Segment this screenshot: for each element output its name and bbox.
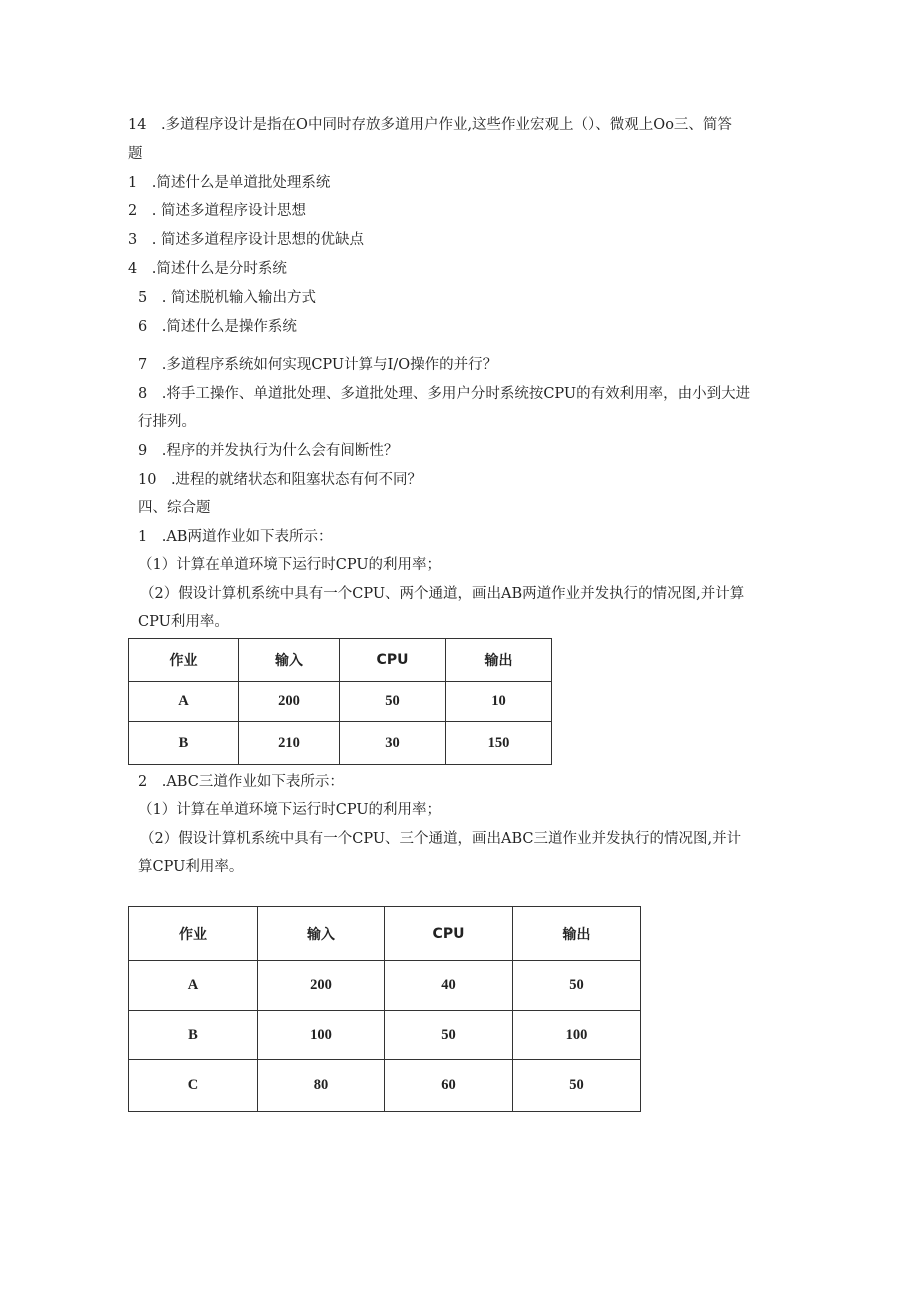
table-row (129, 682, 552, 722)
short-answer-6: 6 .简述什么是操作系统 (138, 319, 297, 335)
header-input: 输入 (239, 639, 340, 682)
cell-input: 210 (239, 722, 340, 765)
header-job: 作业 (129, 907, 258, 961)
header-cpu: CPU (340, 639, 446, 682)
short-answer-7: 7 .多道程序系统如何实现CPU计算与I/O操作的并行？ (138, 357, 498, 373)
table-row (129, 1060, 641, 1112)
table-row (129, 961, 641, 1011)
question-14-continued: 题 (128, 146, 143, 162)
short-answer-5: 5 . 简述脱机输入输出方式 (138, 290, 316, 306)
cell-job: A (129, 682, 239, 722)
header-cpu: CPU (385, 907, 513, 961)
cell-input: 200 (239, 682, 340, 722)
cell-input: 100 (258, 1011, 385, 1060)
table-row (129, 722, 552, 765)
cell-cpu: 30 (340, 722, 446, 765)
short-answer-1: 1 .简述什么是单道批处理系统 (128, 175, 331, 191)
header-input: 输入 (258, 907, 385, 961)
short-answer-9: 9 .程序的并发执行为什么会有间断性？ (138, 443, 399, 459)
header-output: 输出 (446, 639, 552, 682)
header-output: 输出 (513, 907, 641, 961)
cell-input: 80 (258, 1060, 385, 1112)
cell-output: 50 (513, 1060, 641, 1112)
table-header-row (129, 639, 552, 682)
comprehensive-2: 2 .ABC三道作业如下表所示： (138, 774, 344, 790)
cell-cpu: 40 (385, 961, 513, 1011)
header-job: 作业 (129, 639, 239, 682)
question-14: 14 .多道程序设计是指在O中同时存放多道用户作业,这些作业宏观上（）、微观上Oo三、简答 (128, 117, 732, 133)
comprehensive-2-part-2-continued: 算CPU利用率。 (138, 859, 244, 875)
table-header-row (129, 907, 641, 961)
cell-output: 10 (446, 682, 552, 722)
short-answer-4: 4 .简述什么是分时系统 (128, 261, 287, 277)
cell-output: 50 (513, 961, 641, 1011)
short-answer-8-continued: 行排列。 (138, 414, 196, 430)
table-row (129, 1011, 641, 1060)
cell-output: 100 (513, 1011, 641, 1060)
comprehensive-2-part-2: （2）假设计算机系统中具有一个CPU、三个通道，画出ABC三道作业并发执行的情况图,并计 (140, 831, 742, 847)
cell-job: B (129, 1011, 258, 1060)
cell-job: A (129, 961, 258, 1011)
cell-cpu: 50 (385, 1011, 513, 1060)
comprehensive-1: 1 .AB两道作业如下表所示： (138, 529, 333, 545)
cell-cpu: 60 (385, 1060, 513, 1112)
cell-cpu: 50 (340, 682, 446, 722)
short-answer-10: 10 .进程的就绪状态和阻塞状态有何不同？ (138, 472, 423, 488)
comprehensive-1-part-2-continued: CPU利用率。 (138, 614, 229, 630)
comprehensive-1-part-2: （2）假设计算机系统中具有一个CPU、两个通道，画出AB两道作业并发执行的情况图,并计算 (140, 586, 745, 602)
cell-input: 200 (258, 961, 385, 1011)
table-abc-jobs (128, 906, 641, 1112)
section-heading-comprehensive: 四、综合题 (138, 500, 211, 516)
cell-job: C (129, 1060, 258, 1112)
comprehensive-2-part-1: （1）计算在单道环境下运行时CPU的利用率； (138, 802, 442, 818)
short-answer-3: 3 . 简述多道程序设计思想的优缺点 (128, 232, 364, 248)
short-answer-8: 8 .将手工操作、单道批处理、多道批处理、多用户分时系统按CPU的有效利用率，由小到大进 (138, 386, 751, 402)
table-ab-jobs (128, 638, 552, 765)
comprehensive-1-part-1: （1）计算在单道环境下运行时CPU的利用率； (138, 557, 442, 573)
cell-job: B (129, 722, 239, 765)
short-answer-2: 2 . 简述多道程序设计思想 (128, 203, 306, 219)
cell-output: 150 (446, 722, 552, 765)
